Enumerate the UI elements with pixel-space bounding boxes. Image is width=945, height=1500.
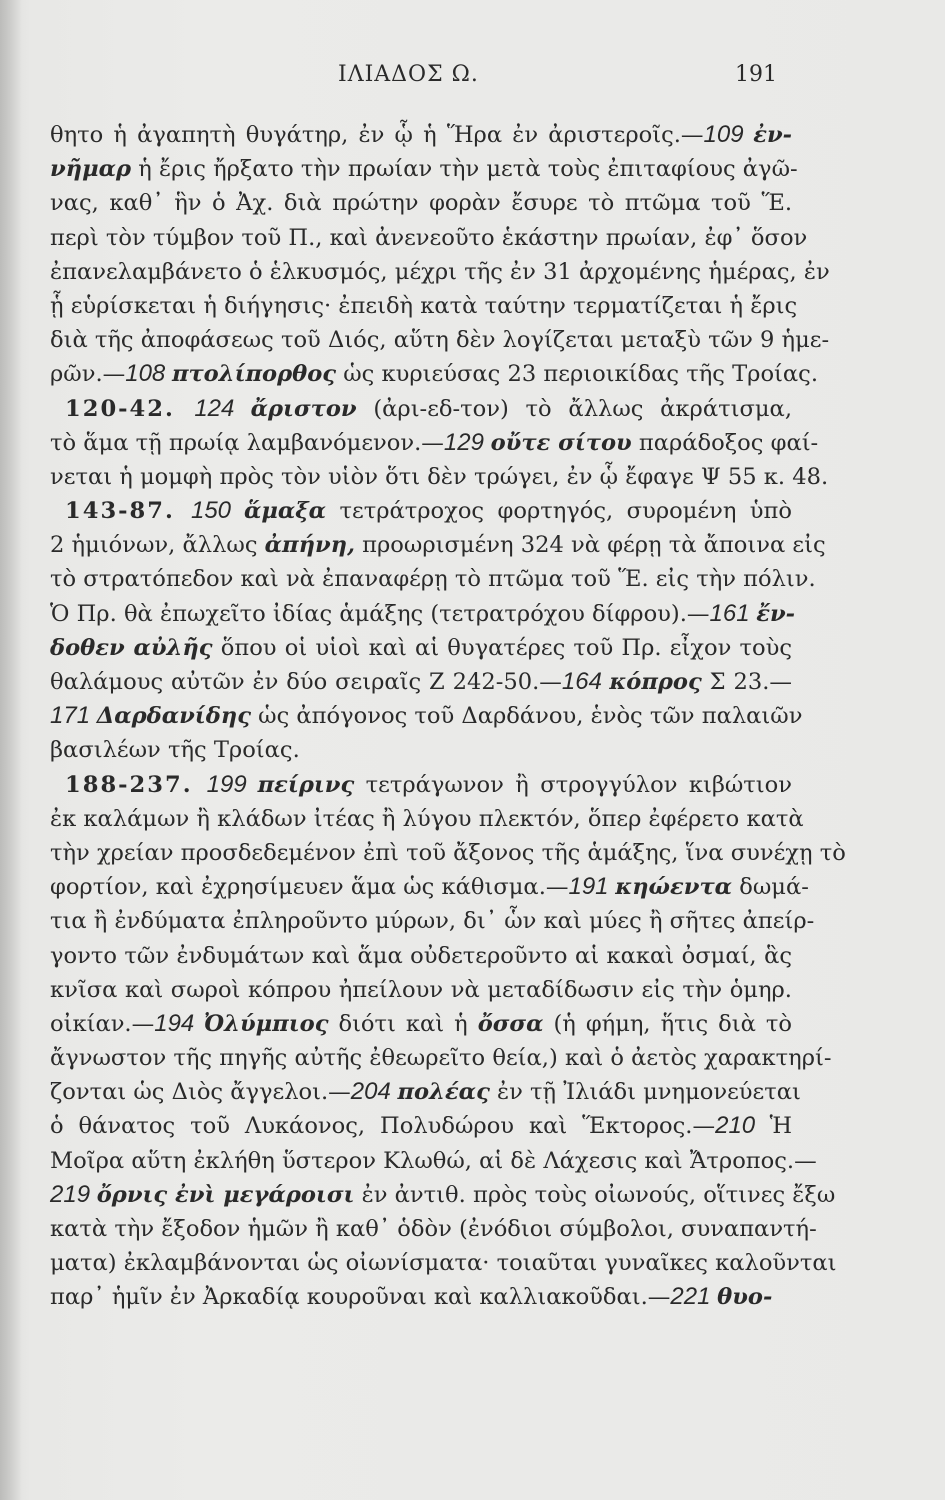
section-range: 188-237.: [65, 771, 207, 798]
line-number-ref: 129: [443, 428, 491, 456]
line-number-ref: 210: [715, 1112, 770, 1140]
line-number-ref: 109: [703, 121, 754, 148]
text-segment: τὸ στρατόπεδον καὶ νὰ ἐπαναφέρῃ τὸ πτῶμα τοῦ Ἕ. εἰς τὴν πόλιν.: [50, 566, 816, 593]
text-segment: διότι καὶ ἡ: [328, 1010, 478, 1037]
text-segment: τια ἢ ἐνδύματα ἐπληροῦντο μύρων, δι᾽ ὧν καὶ μύες ἢ σῆτες ἀπείρ-: [50, 908, 815, 935]
text-line: [50, 904, 815, 938]
text-segment: ἐν ἀντιθ. πρὸς τοὺς οἰωνούς, οἵτινες ἔξω: [354, 1181, 836, 1208]
text-line: [50, 1212, 817, 1246]
text-line: [50, 1109, 792, 1143]
text-line: [50, 1246, 837, 1280]
text-segment: ἄγνωστον τῆς πηγῆς αὐτῆς ἐθεωρεῖτο θεία,) καὶ ὁ ἀετὸς χαρακτηρί-: [50, 1045, 832, 1072]
lemma-term: ὄρνις ἐνὶ μεγάροισι: [96, 1181, 355, 1208]
text-line: [50, 562, 816, 596]
lemma-term: Δαρδανίδης: [96, 703, 251, 730]
lemma-term: πείρινς: [257, 771, 355, 798]
lemma-term: θυο-: [717, 1284, 773, 1311]
text-segment: φορτίον, καὶ ἐχρησίμευεν ἅμα ὡς κάθισμα.—: [50, 874, 569, 901]
text-segment: 2 ἡμιόνων, ἄλλως: [50, 532, 265, 559]
text-segment: κατὰ τὴν ἔξοδον ἡμῶν ἢ καθ᾽ ὁδὸν (ἐνόδιοι σύμβολοι, συναπαντή-: [50, 1216, 817, 1242]
text-line: [50, 733, 792, 767]
text-segment: ρῶν.—: [50, 361, 126, 388]
text-segment: Ὁ Πρ. θὰ ἐπωχεῖτο ἰδίας ἁμάξης (τετρατρόχου δίφρου).—: [50, 600, 710, 627]
text-line: [50, 1041, 832, 1075]
line-number-ref: 199: [206, 770, 258, 798]
text-line: [50, 255, 830, 289]
lemma-term: πτολίπορθος: [171, 361, 337, 388]
lemma-term: οὔτε σίτου: [490, 429, 632, 456]
text-line: [50, 939, 792, 973]
line-number-ref: 171: [50, 702, 97, 730]
text-segment: ἡ ἔρις ἤρξατο τὴν πρωίαν τὴν μετὰ τοὺς ἐπιταφίους ἀγῶ-: [131, 156, 798, 183]
page-header: [0, 62, 945, 102]
text-line: [50, 426, 819, 460]
line-number-ref: 108: [125, 360, 172, 388]
lemma-term: ἐν-: [753, 122, 792, 148]
line-number-ref: 219: [50, 1180, 97, 1208]
text-line: [50, 836, 846, 870]
lemma-term: δοθεν αὐλῆς: [50, 634, 213, 661]
text-segment: βασιλέων τῆς Τροίας.: [50, 737, 300, 764]
text-segment: ζονται ὡς Διὸς ἄγγελοι.—: [50, 1079, 351, 1106]
text-segment: κνῖσα καὶ σωροὶ κόπρου ἠπείλουν νὰ μεταδίδωσιν εἰς τὴν ὁμηρ.: [50, 976, 792, 1003]
text-line: [50, 1007, 792, 1041]
lemma-term: νῆμαρ: [50, 156, 132, 183]
section-range: 143-87.: [65, 498, 191, 525]
text-segment: παρ᾽ ἡμῖν ἐν Ἀρκαδίᾳ κουροῦναι καὶ καλλιακοῦδαι.—: [50, 1284, 671, 1311]
text-segment: γοντο τῶν ἐνδυμάτων καὶ ἅμα οὐδετεροῦντο αἱ κακαὶ ὀσμαί, ἃς: [50, 942, 792, 969]
text-line: [50, 392, 792, 426]
text-segment: νεται ἡ μομφὴ πρὸς τὸν υἱὸν ὅτι δὲν τρώγει, ἐν ᾧ ἔφαγε Ψ 55 κ. 48.: [50, 463, 829, 490]
text-line: [50, 1178, 836, 1212]
text-line: [50, 118, 792, 152]
text-line: [50, 186, 792, 220]
text-line: [50, 768, 792, 802]
line-number-ref: 161: [709, 599, 757, 627]
commentary-text: [50, 118, 846, 1315]
text-segment: θητο ἡ ἀγαπητὴ θυγάτηρ, ἐν ᾧ ἡ Ἥρα ἐν ἀριστεροῖς.—: [50, 122, 704, 148]
lemma-term: κηώεντα: [615, 874, 733, 901]
text-line: [50, 665, 792, 699]
text-line: [50, 152, 798, 186]
lemma-term: ὄσσα: [477, 1010, 544, 1037]
page-number: 191: [735, 62, 777, 87]
text-line: [50, 221, 808, 255]
lemma-term: κόπρος: [609, 669, 702, 695]
text-segment: ὡς ἀπόγονος τοῦ Δαρδάνου, ἑνὸς τῶν παλαιῶν: [250, 703, 803, 730]
running-title: ΙΛΙΑΔΟΣ Ω.: [338, 62, 479, 87]
text-segment: δωμά-: [732, 874, 809, 901]
line-number-ref: 191: [568, 873, 616, 901]
page-edge-shadow: [0, 0, 22, 1500]
lemma-term: Ὀλύμπιος: [203, 1010, 329, 1037]
text-segment: τὴν χρείαν προσδεδεμένον ἐπὶ τοῦ ἄξονος τῆς ἁμάξης, ἵνα συνέχῃ τὸ: [50, 839, 846, 866]
lemma-term: ἄριστον: [250, 395, 357, 422]
line-number-ref: 150: [190, 497, 244, 525]
text-segment: ματα) ἐκλαμβάνονται ὡς οἰωνίσματα· τοιαῦται γυναῖκες καλοῦνται: [50, 1250, 837, 1277]
lemma-term: πολέας: [397, 1079, 490, 1106]
text-segment: ἐν τῇ Ἰλιάδι μνημονεύεται: [489, 1079, 801, 1106]
line-number-ref: 124: [194, 394, 251, 422]
text-segment: τὸ ἅμα τῇ πρωίᾳ λαμβανόμενον.—: [50, 429, 444, 456]
text-line: [50, 1280, 792, 1314]
text-segment: διὰ τῆς ἀποφάσεως τοῦ Διός, αὕτη δὲν λογίζεται μεταξὺ τῶν 9 ἡμε-: [50, 327, 830, 354]
lemma-term: ἀπήνη,: [264, 532, 355, 559]
text-segment: (ἡ φήμη, ἥτις διὰ τὸ: [543, 1010, 792, 1037]
text-segment: Μοῖρα αὕτη ἐκλήθη ὕστερον Κλωθώ, αἱ δὲ Λάχεσις καὶ Ἄτροπος.—: [50, 1147, 817, 1174]
line-number-ref: 164: [561, 668, 610, 695]
text-segment: περὶ τὸν τύμβον τοῦ Π., καὶ ἀνενεοῦτο ἑκάστην πρωίαν, ἐφ᾽ ὅσον: [50, 224, 808, 251]
section-range: 120-42.: [65, 395, 195, 422]
text-line: [50, 597, 796, 631]
text-segment: οἰκίαν.—: [50, 1010, 155, 1037]
text-line: [50, 699, 803, 733]
text-line: [50, 802, 804, 836]
text-segment: Ἡ: [769, 1113, 792, 1140]
text-segment: ὅπου οἱ υἱοὶ καὶ αἱ θυγατέρες τοῦ Πρ. εἶχον τοὺς: [212, 634, 793, 661]
text-line: [50, 494, 792, 528]
text-segment: ὁ θάνατος τοῦ Λυκάονος, Πολυδώρου καὶ Ἕκτορος.—: [50, 1113, 716, 1140]
line-number-ref: 194: [154, 1009, 204, 1037]
text-line: [50, 1075, 801, 1109]
text-line: [50, 460, 829, 494]
text-line: [50, 973, 792, 1007]
text-segment: παράδοξος φαί-: [631, 429, 819, 456]
text-line: [50, 870, 809, 904]
text-segment: νας, καθ᾽ ἣν ὁ Ἀχ. διὰ πρώτην φορὰν ἔσυρε τὸ πτῶμα τοῦ Ἕ.: [50, 190, 792, 217]
text-segment: Σ 23.—: [701, 669, 792, 695]
line-number-ref: 221: [670, 1283, 718, 1311]
lemma-term: ἅμαξα: [243, 498, 327, 525]
text-segment: ᾗ εὑρίσκεται ἡ διήγησις· ἐπειδὴ κατὰ ταύτην τερματίζεται ἡ ἔρις: [50, 292, 798, 319]
text-segment: τετράγωνον ἢ στρογγύλον κιβώτιον: [354, 771, 792, 798]
text-segment: ὡς κυριεύσας 23 περιοικίδας τῆς Τροίας.: [336, 361, 818, 388]
text-segment: τετράτροχος φορτηγός, συρομένη ὑπὸ: [326, 498, 792, 525]
text-line: [50, 357, 818, 391]
text-segment: ἐκ καλάμων ἢ κλάδων ἰτέας ἢ λύγου πλεκτόν, ὅπερ ἐφέρετο κατὰ: [50, 805, 804, 832]
text-line: [50, 528, 826, 562]
lemma-term: ἔν-: [756, 600, 796, 627]
text-segment: θαλάμους αὐτῶν ἐν δύο σειραῖς Ζ 242-50.—: [50, 669, 562, 695]
text-line: [50, 323, 830, 357]
text-line: [50, 1144, 817, 1178]
text-line: [50, 631, 792, 665]
text-segment: ἐπανελαμβάνετο ὁ ἑλκυσμός, μέχρι τῆς ἐν 31 ἀρχομένης ἡμέρας, ἐν: [50, 258, 830, 285]
line-number-ref: 204: [350, 1078, 398, 1106]
text-segment: προωρισμένη 324 νὰ φέρῃ τὰ ἄποινα εἰς: [354, 532, 826, 559]
text-segment: (ἀρι-εδ-τον) τὸ ἄλλως ἀκράτισμα,: [356, 395, 792, 422]
text-line: [50, 289, 798, 323]
